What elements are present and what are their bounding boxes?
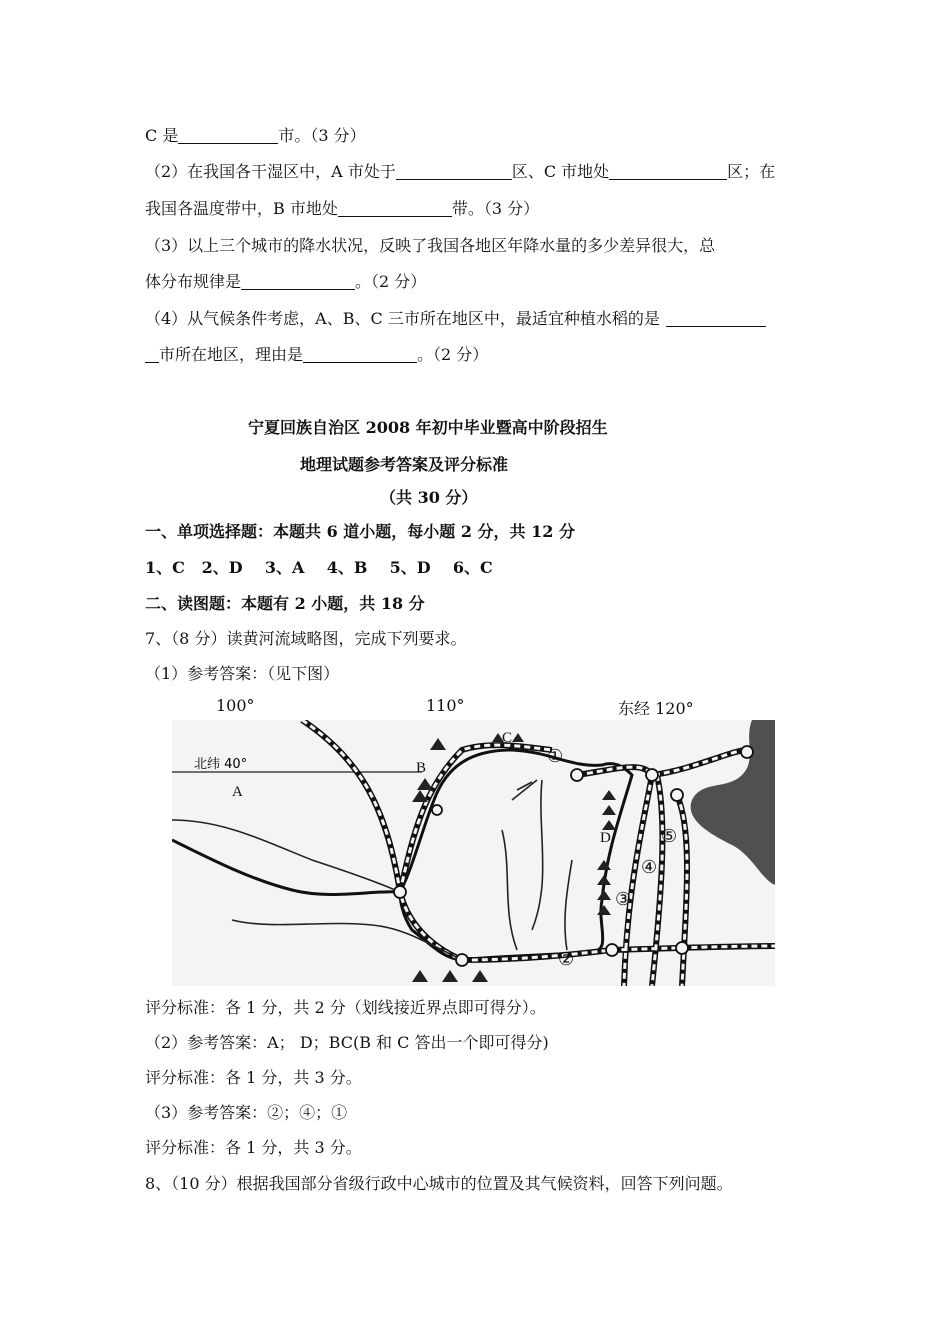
q7-part3-score: 评分标准：各 1 分，共 3 分。: [145, 1138, 362, 1157]
text: 体分布规律是: [145, 272, 242, 291]
answer-subtitle: 地理试题参考答案及评分标准: [300, 455, 509, 474]
section1-answers: 1、C 2、D 3、A 4、B 5、D 6、C: [145, 558, 493, 577]
marker-1: ①: [547, 746, 564, 766]
q8-stem: 8、（10 分）根据我国部分省级行政中心城市的位置及其气候资料，回答下列问题。: [145, 1174, 733, 1193]
text: （3）以上三个城市的降水状况，反映了我国各地区年降水量的多少差异很大，总: [145, 236, 716, 255]
text: 市所在地区，理由是: [159, 345, 304, 364]
blank-line: [666, 310, 766, 327]
q8-part3-line1: [145, 234, 715, 258]
answer-title: 宁夏回族自治区 2008 年初中毕业暨高中阶段招生: [248, 418, 608, 437]
blank-line: [178, 127, 278, 144]
blank-line: [303, 346, 417, 363]
answer-total: （共 30 分）: [380, 488, 478, 507]
text: （4）从气候条件考虑，A、B、C 三市所在地区中，最适宜种植水稻的是: [145, 309, 660, 328]
q7-part1-answer: （1）参考答案：（见下图）: [145, 664, 340, 683]
marker-3: ③: [615, 889, 632, 909]
blank-line: [396, 163, 512, 180]
q8-part3-line2: [145, 270, 426, 294]
text: 我国各温度带中，B 市地处: [145, 199, 338, 218]
text: 。（2 分）: [417, 345, 489, 364]
label-d: D: [600, 830, 611, 846]
q7-part1-score: 评分标准：各 1 分，共 2 分（划线接近界点即可得分）。: [145, 998, 546, 1017]
marker-4: ④: [641, 857, 658, 877]
text: 市。（3 分）: [278, 126, 366, 145]
label-b: B: [416, 760, 427, 776]
marker-5: ⑤: [661, 826, 678, 846]
label-a: A: [232, 784, 243, 800]
text: 区、C 市地处: [511, 162, 610, 181]
section1-heading: 一、单项选择题：本题共 6 道小题，每小题 2 分，共 12 分: [145, 522, 575, 541]
lon-label-120: 东经 120°: [618, 699, 694, 718]
lat-label: 北纬 40°: [194, 757, 248, 772]
text: 区；在: [727, 162, 776, 181]
blank-line: [338, 200, 452, 217]
q7-part3-answer: （3）参考答案：②；④；①: [145, 1103, 348, 1122]
blank-line: [145, 346, 159, 363]
blank-line: [609, 163, 727, 180]
yellow-river-map: [172, 720, 775, 986]
q8-c-city-line: [145, 124, 366, 148]
marker-2: ②: [558, 949, 575, 969]
blank-line: [241, 273, 355, 290]
text: （2）在我国各干湿区中，A 市处于: [145, 162, 396, 181]
section2-heading: 二、读图题：本题有 2 小题，共 18 分: [145, 594, 425, 613]
text: 。（2 分）: [355, 272, 427, 291]
q8-part2-line2: [145, 197, 539, 221]
text: 带。（3 分）: [451, 199, 540, 218]
q7-stem: 7、（8 分）读黄河流域略图，完成下列要求。: [145, 629, 467, 648]
q8-part4-line1: [145, 307, 766, 331]
lon-label-100: 100°: [216, 696, 255, 715]
q8-part2-line1: [145, 160, 775, 184]
lon-label-110: 110°: [426, 696, 465, 715]
text: C 是: [145, 126, 179, 145]
q8-part4-line2: [145, 343, 488, 367]
q7-part2-answer: （2）参考答案：A； D；BC(B 和 C 答出一个即可得分): [145, 1033, 549, 1052]
q7-part2-score: 评分标准：各 1 分，共 3 分。: [145, 1068, 362, 1087]
label-c: C: [502, 730, 513, 746]
